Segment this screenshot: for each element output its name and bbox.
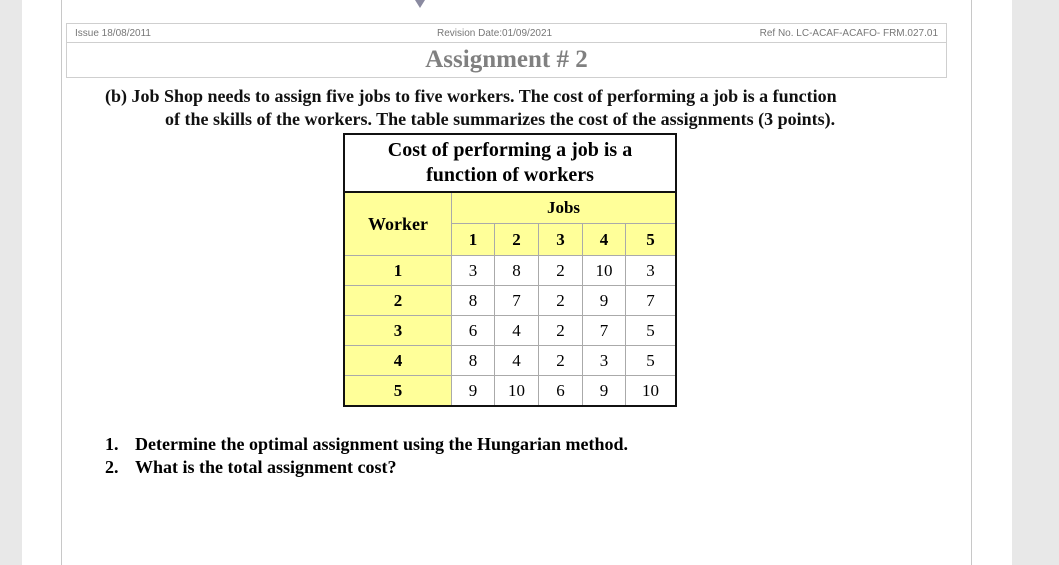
cost-cell: 3 bbox=[626, 256, 677, 286]
margin-line-left bbox=[61, 0, 62, 565]
cost-cell: 8 bbox=[495, 256, 539, 286]
problem-line-1: (b) Job Shop needs to assign five jobs to five workers. The cost of performing a job is a function bbox=[105, 86, 837, 106]
caption-line-2: function of workers bbox=[426, 164, 594, 186]
revision-date: Revision Date:01/09/2021 bbox=[437, 28, 553, 39]
table-row bbox=[344, 346, 676, 376]
cost-cell: 7 bbox=[583, 316, 626, 346]
cost-cell: 10 bbox=[583, 256, 626, 286]
cost-cell: 4 bbox=[495, 316, 539, 346]
cost-cell: 2 bbox=[539, 286, 583, 316]
cost-cell: 3 bbox=[452, 256, 495, 286]
issue-date: Issue 18/08/2011 bbox=[75, 28, 151, 39]
cost-cell: 2 bbox=[539, 316, 583, 346]
ref-number: Ref No. LC-ACAF-ACAFO- FRM.027.01 bbox=[759, 28, 938, 39]
cost-cell: 10 bbox=[626, 376, 677, 407]
cost-cell: 2 bbox=[539, 256, 583, 286]
job-number-header: 4 bbox=[583, 224, 626, 256]
cost-cell: 7 bbox=[495, 286, 539, 316]
cost-cell: 8 bbox=[452, 346, 495, 376]
question-1 bbox=[105, 434, 628, 455]
worker-number: 2 bbox=[344, 286, 452, 316]
jobs-header: Jobs bbox=[452, 192, 677, 224]
job-number-header: 5 bbox=[626, 224, 677, 256]
worker-number: 5 bbox=[344, 376, 452, 407]
cost-cell: 7 bbox=[626, 286, 677, 316]
document-header bbox=[66, 23, 947, 78]
table-row bbox=[344, 286, 676, 316]
cost-table bbox=[343, 133, 677, 407]
table-row bbox=[344, 316, 676, 346]
question-number: 1. bbox=[105, 434, 119, 454]
cost-cell: 8 bbox=[452, 286, 495, 316]
cost-cell: 3 bbox=[583, 346, 626, 376]
cost-cell: 5 bbox=[626, 346, 677, 376]
worker-number: 4 bbox=[344, 346, 452, 376]
worker-header: Worker bbox=[344, 192, 452, 256]
question-number: 2. bbox=[105, 457, 119, 477]
cost-cell: 6 bbox=[452, 316, 495, 346]
table-caption bbox=[344, 134, 676, 192]
cost-cell: 9 bbox=[583, 376, 626, 407]
question-2 bbox=[105, 457, 397, 478]
question-text: What is the total assignment cost? bbox=[135, 457, 397, 477]
cost-cell: 2 bbox=[539, 346, 583, 376]
cost-cell: 9 bbox=[583, 286, 626, 316]
problem-line-2: of the skills of the workers. The table summarizes the cost of the assignments (3 points). bbox=[165, 109, 836, 129]
caption-line-1: Cost of performing a job is a bbox=[387, 139, 633, 161]
job-number-header: 3 bbox=[539, 224, 583, 256]
cost-cell: 10 bbox=[495, 376, 539, 407]
worker-number: 3 bbox=[344, 316, 452, 346]
cost-cell: 5 bbox=[626, 316, 677, 346]
page-title: Assignment # 2 bbox=[425, 46, 588, 73]
job-number-header: 1 bbox=[452, 224, 495, 256]
cost-cell: 4 bbox=[495, 346, 539, 376]
table-row bbox=[344, 376, 676, 407]
table-row bbox=[344, 256, 676, 286]
question-text: Determine the optimal assignment using the Hungarian method. bbox=[135, 434, 629, 454]
worker-number: 1 bbox=[344, 256, 452, 286]
margin-line-right bbox=[971, 0, 972, 565]
cost-cell: 6 bbox=[539, 376, 583, 407]
caret-down-icon bbox=[415, 0, 425, 8]
job-number-header: 2 bbox=[495, 224, 539, 256]
cost-cell: 9 bbox=[452, 376, 495, 407]
